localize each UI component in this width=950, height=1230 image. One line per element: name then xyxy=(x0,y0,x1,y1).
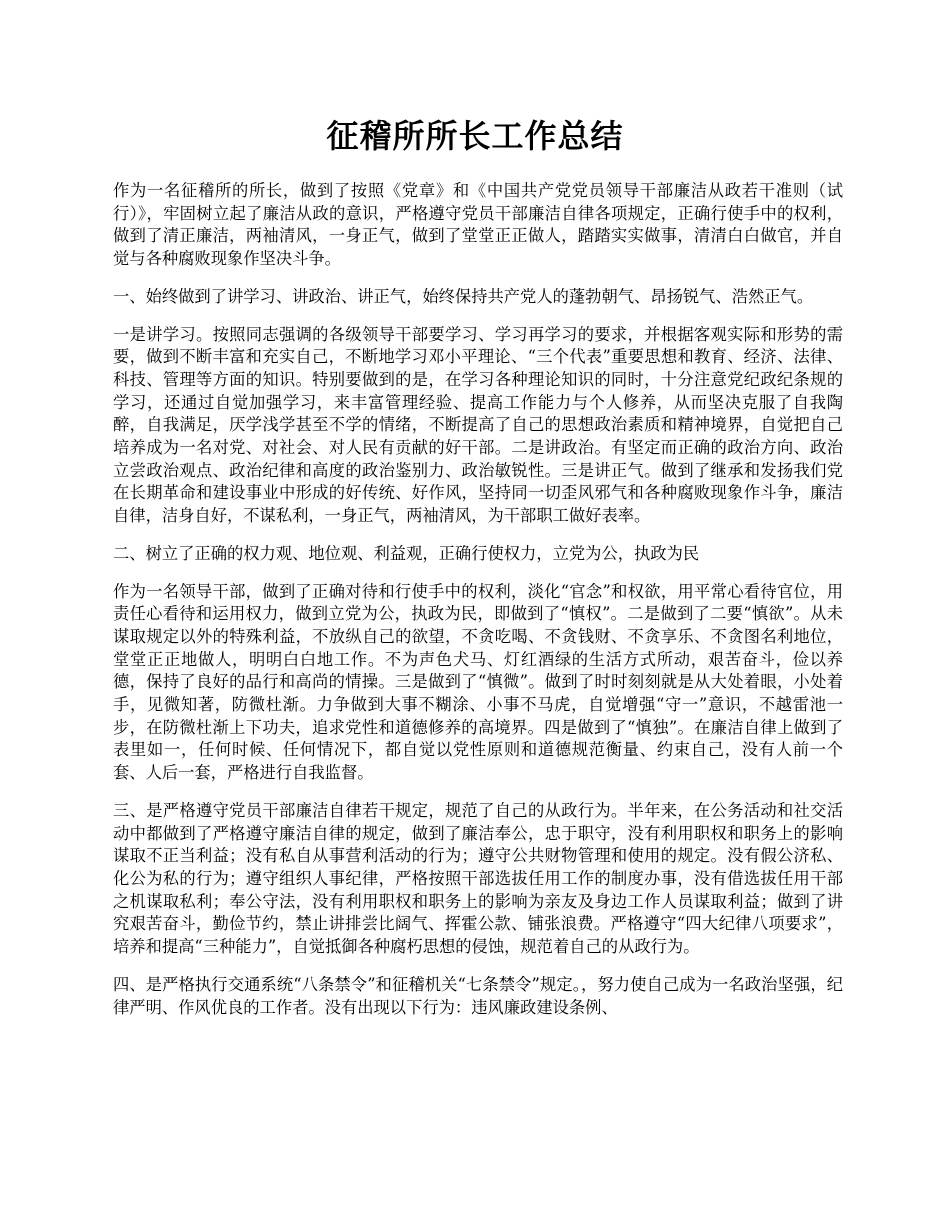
paragraph-section-4: 四、是严格执行交通系统“八条禁令”和征稽机关“七条禁令”规定。，努力使自己成为一名政治坚强，纪律严明、作风优良的工作者。没有出现以下行为：违风廉政建设条例、 xyxy=(113,974,843,1017)
paragraph-section-2-heading: 二、树立了正确的权力观、地位观、利益观，正确行使权力，立党为公，执政为民 xyxy=(113,543,700,563)
document-title: 征稽所所长工作总结 xyxy=(326,117,624,155)
paragraph-section-3: 三、是严格遵守党员干部廉洁自律若干规定，规范了自己的从政行为。半年来，在公务活动和社交活动中都做到了严格遵守廉洁自律的规定，做到了廉洁奉公，忠于职守，没有利用职权和职务上的影响谋取不正当利益；没有私自从事营利活动的行为；遵守公共财物管理和使用的规定。没有假公济私、化公为私的行为；遵守组织人事纪律，严格按照干部选拔任用工作的制度办事，没有借选拔任用干部之机谋取私利；奉公守法，没有利用职权和职务上的影响为亲友及身边工作人员谋取利益；做到了讲究艰苦奋斗，勤俭节约，禁止讲排尝比阔气、挥霍公款、铺张浪费。严格遵守“四大纪律八项要求”，培养和提高“三种能力”，自觉抵御各种腐朽思想的侵蚀，规范着自己的从政行为。 xyxy=(113,800,843,957)
paragraph-section-1-heading: 一、始终做到了讲学习、讲政治、讲正气，始终保持共产党人的蓬勃朝气、昂扬锐气、浩然正气。 xyxy=(113,286,814,306)
paragraph-section-2-body: 作为一名领导干部，做到了正确对待和行使手中的权利，淡化“官念”和权欲，用平常心看待官位，用责任心看待和运用权力，做到立党为公，执政为民，即做到了“慎权”。二是做到了二要“慎欲”。从未谋取规定以外的特殊利益，不放纵自己的欲望，不贪吃喝、不贪钱财、不贪享乐、不贪图名利地位，堂堂正正地做人，明明白白地工作。不为声色犬马、灯红酒绿的生活方式所动，艰苦奋斗，俭以养德，保持了良好的品行和高尚的情操。三是做到了“慎微”。做到了时时刻刻就是从大处着眼，小处着手，见微知著，防微杜渐。力争做到大事不糊涂、小事不马虎，自觉增强“守一”意识，不越雷池一步，在防微杜渐上下功夫，追求党性和道德修养的高境界。四是做到了“慎独”。在廉洁自律上做到了表里如一，任何时候、任何情况下，都自觉以党性原则和道德规范衡量、约束自己，没有人前一个套、人后一套，严格进行自我监督。 xyxy=(113,581,843,783)
document-body xyxy=(113,180,843,1034)
paragraph-section-1-body: 一是讲学习。按照同志强调的各级领导干部要学习、学习再学习的要求，并根据客观实际和形势的需要，做到不断丰富和充实自己，不断地学习邓小平理论、“三个代表”重要思想和教育、经济、法律、科技、管理等方面的知识。特别要做到的是，在学习各种理论知识的同时，十分注意党纪政纪条规的学习，还通过自觉加强学习，来丰富管理经验、提高工作能力与个人修养，从而坚决克服了自我陶醉，自我满足，厌学浅学甚至不学的情绪，不断提高了自己的思想政治素质和精神境界，自觉把自己培养成为一名对党、对社会、对人民有贡献的好干部。二是讲政治。有坚定而正确的政治方向、政治立尝政治观点、政治纪律和高度的政治鉴别力、政治敏锐性。三是讲正气。做到了继承和发扬我们党在长期革命和建设事业中形成的好传统、好作风，坚持同一切歪风邪气和各种腐败现象作斗争，廉洁自律，洁身自好，不谋私利，一身正气，两袖清风，为干部职工做好表率。 xyxy=(113,324,843,526)
paragraph-intro: 作为一名征稽所的所长，做到了按照《党章》和《中国共产党党员领导干部廉洁从政若干准则（试行）》，牢固树立起了廉洁从政的意识，严格遵守党员干部廉洁自律各项规定，正确行使手中的权利，做到了清正廉洁，两袖清风，一身正气，做到了堂堂正正做人，踏踏实实做事，清清白白做官，并自觉与各种腐败现象作坚决斗争。 xyxy=(113,181,843,269)
